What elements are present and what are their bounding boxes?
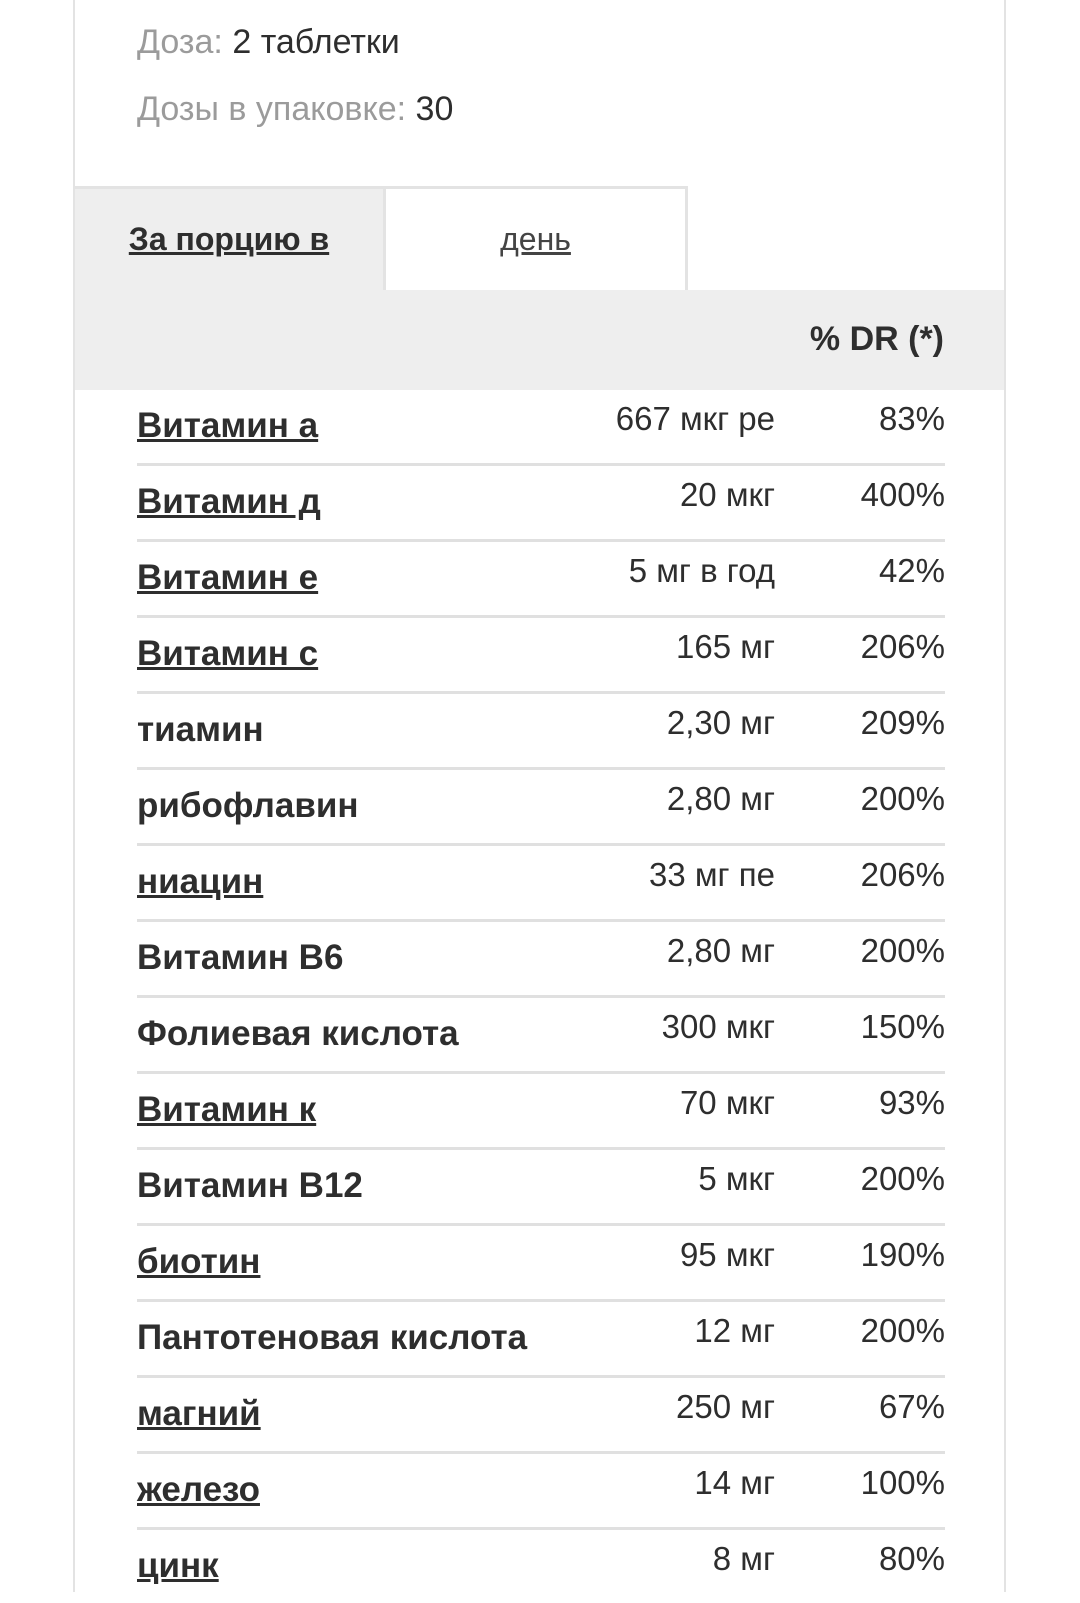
nutrition-panel xyxy=(73,0,1006,1592)
nutrient-name-link[interactable]: биотин xyxy=(137,1242,261,1281)
nutrient-dr-percent: 206% xyxy=(860,856,945,893)
table-row xyxy=(137,1226,945,1302)
doses-per-pack-value: 30 xyxy=(415,90,454,128)
table-row xyxy=(137,542,945,618)
nutrient-dr-percent: 100% xyxy=(860,1464,945,1501)
nutrient-amount: 95 мкг xyxy=(679,1236,775,1273)
nutrient-name: Пантотеновая кислота xyxy=(137,1318,528,1357)
nutrient-dr-percent: 400% xyxy=(860,476,945,513)
nutrient-name: тиамин xyxy=(137,710,264,749)
dose-value: 2 таблетки xyxy=(232,23,400,61)
serving-tabs xyxy=(75,186,1004,290)
nutrient-amount: 20 мкг xyxy=(679,476,775,513)
nutrient-dr-percent: 42% xyxy=(878,552,945,589)
nutrient-amount: 2,80 мг xyxy=(666,932,775,969)
table-row xyxy=(137,1150,945,1226)
nutrient-dr-percent: 80% xyxy=(878,1540,945,1577)
table-row xyxy=(137,770,945,846)
nutrient-name-link[interactable]: магний xyxy=(137,1394,261,1433)
nutrient-amount: 14 мг xyxy=(694,1464,775,1501)
nutrient-dr-percent: 190% xyxy=(860,1236,945,1273)
nutrient-name-link[interactable]: Витамин а xyxy=(137,406,319,445)
table-row xyxy=(137,922,945,998)
nutrient-name-link[interactable]: цинк xyxy=(137,1546,219,1585)
header-dr-column: % DR (*) xyxy=(809,320,944,358)
nutrient-amount: 300 мкг xyxy=(661,1008,775,1045)
nutrient-dr-percent: 200% xyxy=(860,932,945,969)
nutrient-name-link[interactable]: Витамин е xyxy=(137,558,319,597)
nutrient-dr-percent: 200% xyxy=(860,1312,945,1349)
nutrient-table xyxy=(137,390,945,1603)
dose-label: Доза: xyxy=(137,23,223,61)
nutrient-amount: 70 мкг xyxy=(679,1084,775,1121)
table-row xyxy=(137,694,945,770)
nutrient-name: Витамин В6 xyxy=(137,938,344,977)
nutrient-amount: 12 мг xyxy=(694,1312,775,1349)
nutrient-amount: 165 мг xyxy=(676,628,775,665)
nutrient-amount: 8 мг xyxy=(712,1540,775,1577)
tab-per-day[interactable]: день xyxy=(383,186,688,290)
nutrient-amount: 5 мкг xyxy=(698,1160,775,1197)
table-row xyxy=(137,846,945,922)
table-row xyxy=(137,1378,945,1454)
nutrient-amount: 250 мг xyxy=(676,1388,775,1425)
nutrient-dr-percent: 150% xyxy=(860,1008,945,1045)
doses-per-pack-label: Дозы в упаковке: xyxy=(137,90,407,128)
nutrient-dr-percent: 206% xyxy=(860,628,945,665)
nutrient-name: Фолиевая кислота xyxy=(137,1014,459,1053)
nutrient-dr-percent: 200% xyxy=(860,1160,945,1197)
nutrient-amount: 2,30 мг xyxy=(666,704,775,741)
nutrient-amount: 2,80 мг xyxy=(666,780,775,817)
nutrient-amount: 33 мг пе xyxy=(649,856,775,893)
table-row xyxy=(137,618,945,694)
nutrient-dr-percent: 83% xyxy=(878,400,945,437)
table-row xyxy=(137,1074,945,1150)
doses-per-pack-row xyxy=(137,89,453,129)
table-row xyxy=(137,1302,945,1378)
nutrient-name-link[interactable]: ниацин xyxy=(137,862,264,901)
nutrient-name-link[interactable]: железо xyxy=(137,1470,260,1509)
tab-per-serving[interactable]: За порцию в xyxy=(75,186,383,290)
nutrient-amount: 667 мкг ре xyxy=(615,400,775,437)
nutrient-dr-percent: 93% xyxy=(878,1084,945,1121)
table-row xyxy=(137,998,945,1074)
nutrient-amount: 5 мг в год xyxy=(628,552,775,589)
nutrient-dr-percent: 200% xyxy=(860,780,945,817)
nutrient-name-link[interactable]: Витамин д xyxy=(137,482,321,521)
table-row xyxy=(137,1530,945,1603)
nutrient-dr-percent: 67% xyxy=(878,1388,945,1425)
dose-row xyxy=(137,22,400,62)
nutrient-name: рибофлавин xyxy=(137,786,359,825)
nutrient-name: Витамин В12 xyxy=(137,1166,363,1205)
nutrient-name-link[interactable]: Витамин к xyxy=(137,1090,317,1129)
table-row xyxy=(137,466,945,542)
nutrient-name-link[interactable]: Витамин с xyxy=(137,634,319,673)
table-row xyxy=(137,390,945,466)
table-header xyxy=(75,290,1004,390)
nutrient-dr-percent: 209% xyxy=(860,704,945,741)
table-row xyxy=(137,1454,945,1530)
